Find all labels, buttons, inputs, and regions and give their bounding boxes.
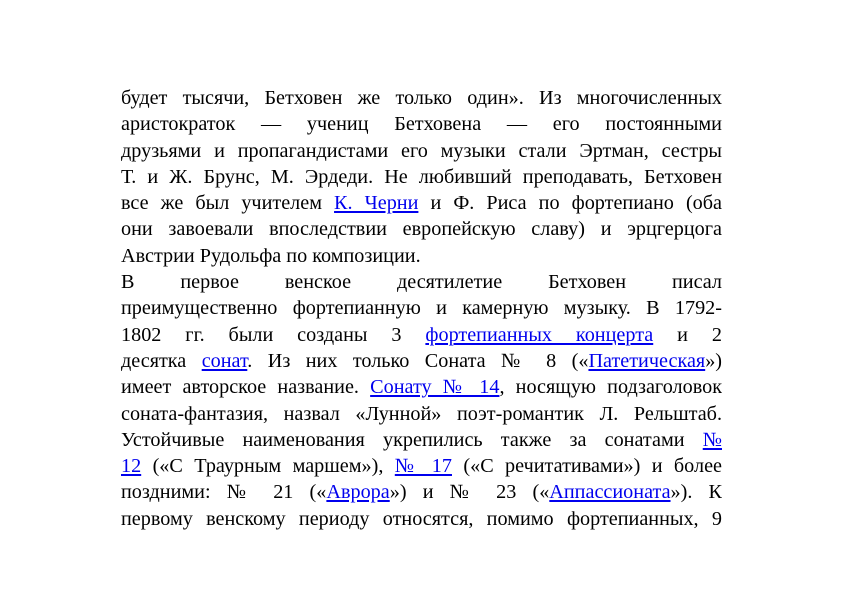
text-line (121, 401, 722, 427)
text-line (121, 269, 722, 295)
link-sonatas[interactable]: сонат (201, 349, 248, 372)
text-segment: и 2 (653, 323, 722, 346)
text-segment: . Из них только Соната № 8 (« (247, 349, 589, 372)
text-segment: Австрии Рудольфа по композиции. (121, 244, 421, 267)
text-segment: ») (705, 349, 722, 372)
text-segment: поздними: № 21 (« (121, 481, 327, 504)
text-segment: имеет авторское название. (121, 376, 371, 399)
text-line (121, 374, 722, 400)
body-text (121, 85, 722, 532)
text-segment: В первое венское десятилетие Бетховен писал (121, 271, 722, 294)
text-segment: и Ф. Риса по фортепиано (оба (418, 192, 722, 215)
text-segment: преимущественно фортепианную и камерную музыку. В 1792- (121, 297, 722, 320)
text-line (121, 453, 722, 479)
text-segment: Т. и Ж. Брунс, М. Эрдеди. Не любивший преподавать, Бетховен (121, 165, 722, 188)
link-piano-concertos[interactable]: фортепианных концерта (425, 323, 654, 346)
text-segment: Устойчивые наименования укрепились также за сонатами (121, 428, 703, 451)
text-line (121, 479, 722, 505)
text-line (121, 322, 722, 348)
text-line (121, 138, 722, 164)
text-segment: десятка (121, 349, 202, 372)
text-segment: друзьями и пропагандистами его музыки стали Эртман, сестры (121, 139, 722, 162)
link-sonata-12-part1[interactable]: № (702, 428, 722, 451)
link-aurora[interactable]: Аврора (326, 481, 390, 504)
text-segment: первому венскому периоду относятся, помимо фортепианных, 9 (121, 507, 722, 530)
text-segment: («С речитативами») и более (451, 455, 722, 478)
text-line (121, 111, 722, 137)
text-segment: аристократок — учениц Бетховена — его постоянными (121, 113, 722, 136)
text-segment: соната-фантазия, назвал «Лунной» поэт-романтик Л. Рельштаб. (121, 402, 722, 425)
text-line (121, 190, 722, 216)
text-segment: ») и № 23 (« (389, 481, 550, 504)
text-line (121, 243, 722, 269)
text-line (121, 85, 722, 111)
text-segment: 1802 гг. были созданы 3 (121, 323, 426, 346)
text-line (121, 216, 722, 242)
text-segment: («С Траурным маршем»), (141, 455, 395, 478)
text-segment: они завоевали впоследствии европейскую славу) и эрцгерцога (121, 218, 722, 241)
text-line (121, 295, 722, 321)
link-sonata-14[interactable]: Сонату № 14 (370, 376, 500, 399)
text-line (121, 348, 722, 374)
link-czerny[interactable]: К. Черни (334, 192, 419, 215)
text-line (121, 164, 722, 190)
text-segment: будет тысячи, Бетховен же только один». Из многочисленных (121, 87, 722, 109)
link-sonata-17[interactable]: № 17 (394, 455, 452, 478)
text-line (121, 427, 722, 453)
link-sonata-12-part2[interactable]: 12 (121, 455, 142, 478)
text-line (121, 506, 722, 532)
link-pathetique[interactable]: Патетическая (588, 349, 706, 372)
text-segment: , носящую подзаголовок (499, 376, 722, 399)
text-segment: »). К (670, 481, 722, 504)
link-appassionata[interactable]: Аппассионата (549, 481, 671, 504)
text-segment: все же был учителем (121, 192, 335, 215)
